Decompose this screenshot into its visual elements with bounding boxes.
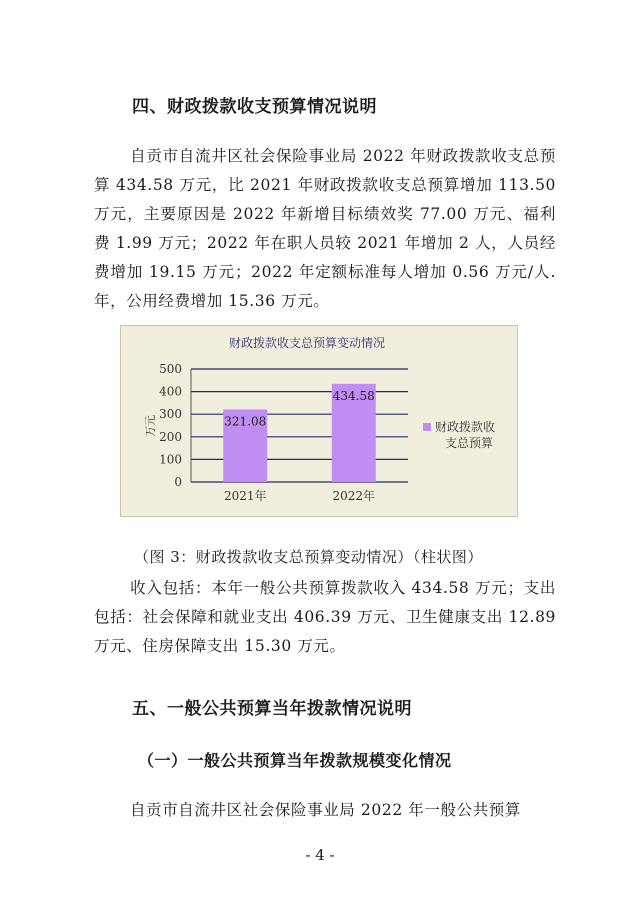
x-tick-label: 2022年 <box>332 489 376 503</box>
section-4-paragraph-text: 自贡市自流井区社会保险事业局 2022 年财政拨款收支总预算 434.58 万元，比 2021 年财政拨款收支总预算增加 113.50 万元，主要原因是 2022 年新增目标绩效奖 77.00 万元、福利费 1.99 万元；2022 年在职人员较 2021 年增加 2 人，人员经费增加 19.15 万元；2022 年定额标准每人增加 0.56 万元/人.年，公用经费增加 15.36 万元。 <box>94 147 556 310</box>
chart-bars <box>223 384 376 482</box>
budget-change-chart <box>120 325 518 517</box>
y-tick-label: 400 <box>159 384 182 399</box>
x-tick-label: 2021年 <box>223 489 267 503</box>
chart-title: 财政拨款收支总预算变动情况 <box>228 336 386 350</box>
section-5-sub-heading: （一）一般公共预算当年拨款规模变化情况 <box>138 751 452 770</box>
section-5-heading: 五、一般公共预算当年拨款情况说明 <box>132 699 412 719</box>
y-tick-label: 200 <box>159 429 182 444</box>
legend-label-line2: 支总预算 <box>445 436 494 450</box>
section-4-heading: 四、财政拨款收支预算情况说明 <box>132 97 377 117</box>
section-5-paragraph-text: 自贡市自流井区社会保险事业局 2022 年一般公共预算 <box>130 801 522 819</box>
income-expense-paragraph <box>94 574 556 661</box>
y-tick-label: 500 <box>159 362 182 376</box>
y-tick-labels <box>159 362 182 489</box>
x-tick-labels <box>224 488 375 503</box>
y-tick-label: 0 <box>174 475 182 489</box>
y-tick-label: 300 <box>159 407 182 422</box>
section-4-paragraph <box>94 142 556 316</box>
page-number: - 4 - <box>305 846 335 864</box>
chart-canvas <box>121 326 519 518</box>
section-5-paragraph <box>94 796 556 825</box>
chart-legend <box>423 419 495 450</box>
legend-swatch <box>423 423 431 431</box>
legend-label-line1: 财政拨款收 <box>435 420 496 434</box>
figure-caption: （图 3：财政拨款收支总预算变动情况）（柱状图） <box>134 548 483 566</box>
data-label: 434.58 <box>332 388 375 403</box>
y-tick-label: 100 <box>159 452 182 467</box>
income-expense-text: 收入包括：本年一般公共预算拨款收入 434.58 万元；支出包括：社会保障和就业支出 406.39 万元、卫生健康支出 12.89 万元、住房保障支出 15.30 万元。 <box>94 579 556 655</box>
y-axis-label: 万元 <box>144 415 157 437</box>
data-label: 321.08 <box>224 414 267 429</box>
